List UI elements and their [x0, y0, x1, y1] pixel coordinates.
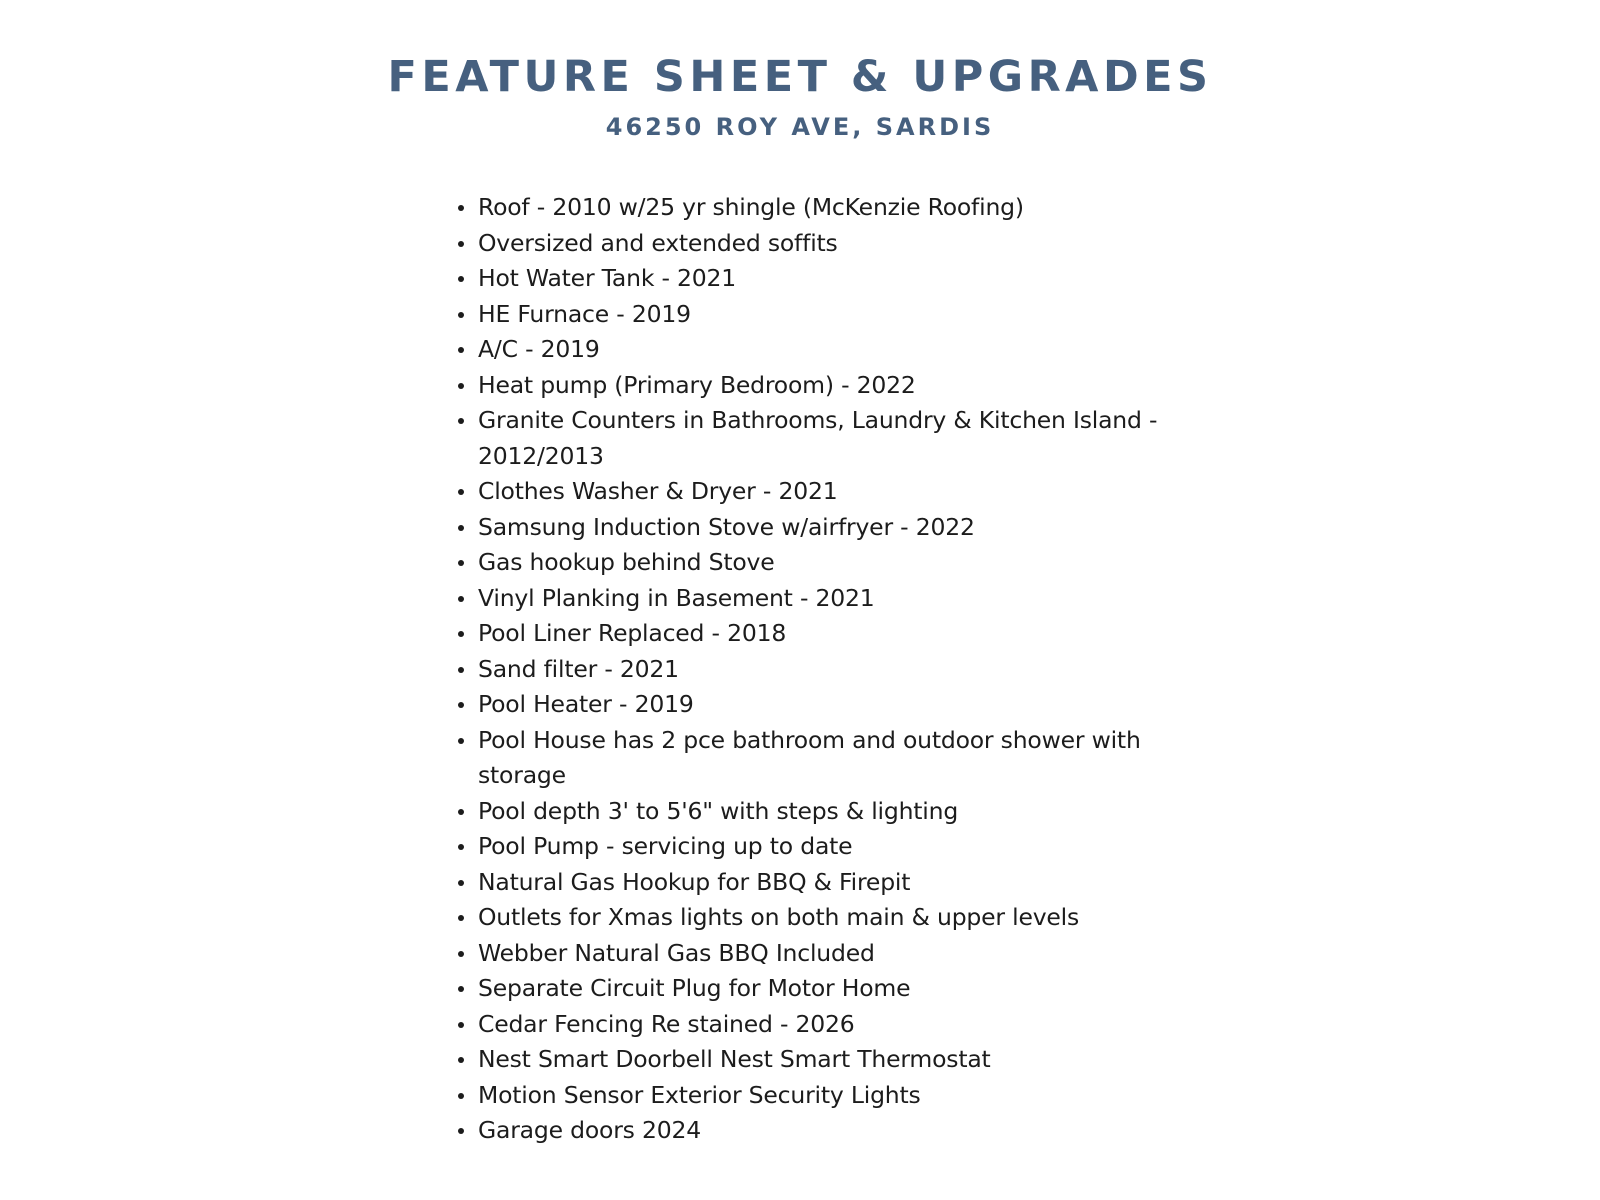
feature-item: [458, 652, 1158, 688]
bullet-icon: [458, 1057, 464, 1063]
bullet-icon: [458, 915, 464, 921]
bullet-icon: [458, 241, 464, 247]
feature-text: Vinyl Planking in Basement - 2021: [478, 583, 875, 612]
feature-item: [458, 474, 1158, 510]
feature-text: Cedar Fencing Re stained - 2026: [478, 1009, 855, 1038]
feature-item: [458, 261, 1158, 297]
feature-item: [458, 723, 1158, 794]
feature-text: Pool House has 2 pce bathroom and outdoor shower with storage: [478, 725, 1141, 789]
feature-item: [458, 1042, 1158, 1078]
bullet-icon: [458, 738, 464, 744]
feature-text: A/C - 2019: [478, 335, 600, 363]
feature-item: [458, 297, 1158, 333]
feature-text: Natural Gas Hookup for BBQ & Firepit: [478, 867, 911, 896]
feature-item: [458, 687, 1158, 723]
bullet-icon: [458, 1022, 464, 1028]
feature-item: [458, 332, 1158, 368]
feature-item: [458, 794, 1158, 830]
feature-list: [458, 190, 1158, 1149]
bullet-icon: [458, 844, 464, 850]
feature-text: Pool depth 3' to 5'6" with steps & lighting: [478, 796, 959, 825]
bullet-icon: [458, 312, 464, 318]
bullet-icon: [458, 383, 464, 389]
feature-text: Pool Liner Replaced - 2018: [478, 619, 787, 647]
bullet-icon: [458, 667, 464, 673]
feature-text: Separate Circuit Plug for Motor Home: [478, 974, 911, 1002]
feature-item: [458, 865, 1158, 901]
feature-text: Clothes Washer & Dryer - 2021: [478, 477, 838, 505]
bullet-icon: [458, 951, 464, 957]
feature-text: Outlets for Xmas lights on both main & upper levels: [478, 903, 1080, 931]
feature-item: [458, 1078, 1158, 1114]
feature-item: [458, 971, 1158, 1007]
feature-text: HE Furnace - 2019: [478, 299, 691, 328]
bullet-icon: [458, 880, 464, 886]
feature-text: Webber Natural Gas BBQ Included: [478, 938, 875, 967]
feature-item: [458, 403, 1158, 474]
bullet-icon: [458, 702, 464, 708]
feature-text: Gas hookup behind Stove: [478, 548, 775, 576]
feature-text: Granite Counters in Bathrooms, Laundry & Kitchen Island - 2012/2013: [478, 406, 1158, 470]
feature-text: Nest Smart Doorbell Nest Smart Thermostat: [478, 1045, 991, 1073]
feature-item: [458, 616, 1158, 652]
bullet-icon: [458, 1128, 464, 1134]
bullet-icon: [458, 1093, 464, 1099]
feature-item: [458, 1113, 1158, 1149]
feature-text: Motion Sensor Exterior Security Lights: [478, 1080, 921, 1109]
feature-text: Pool Heater - 2019: [478, 690, 694, 718]
feature-text: Sand filter - 2021: [478, 654, 679, 683]
feature-item: [458, 1007, 1158, 1043]
feature-text: Garage doors 2024: [478, 1116, 701, 1144]
bullet-icon: [458, 809, 464, 815]
feature-item: [458, 581, 1158, 617]
feature-text: Hot Water Tank - 2021: [478, 264, 737, 292]
feature-item: [458, 545, 1158, 581]
property-address: 46250 ROY AVE, SARDIS: [605, 113, 995, 141]
bullet-icon: [458, 347, 464, 353]
feature-text: Oversized and extended soffits: [478, 228, 838, 257]
bullet-icon: [458, 525, 464, 531]
bullet-icon: [458, 489, 464, 495]
feature-item: [458, 510, 1158, 546]
bullet-icon: [458, 418, 464, 424]
feature-item: [458, 368, 1158, 404]
bullet-icon: [458, 986, 464, 992]
feature-text: Heat pump (Primary Bedroom) - 2022: [478, 370, 916, 399]
page-title: FEATURE SHEET & UPGRADES: [387, 52, 1213, 102]
feature-text: Pool Pump - servicing up to date: [478, 832, 853, 860]
bullet-icon: [458, 276, 464, 282]
feature-item: [458, 190, 1158, 226]
bullet-icon: [458, 205, 464, 211]
feature-text: Roof - 2010 w/25 yr shingle (McKenzie Roofing): [478, 193, 1024, 221]
feature-item: [458, 936, 1158, 972]
bullet-icon: [458, 631, 464, 637]
bullet-icon: [458, 560, 464, 566]
feature-text: Samsung Induction Stove w/airfryer - 2022: [478, 512, 975, 541]
bullet-icon: [458, 596, 464, 602]
feature-item: [458, 829, 1158, 865]
feature-item: [458, 900, 1158, 936]
feature-item: [458, 226, 1158, 262]
